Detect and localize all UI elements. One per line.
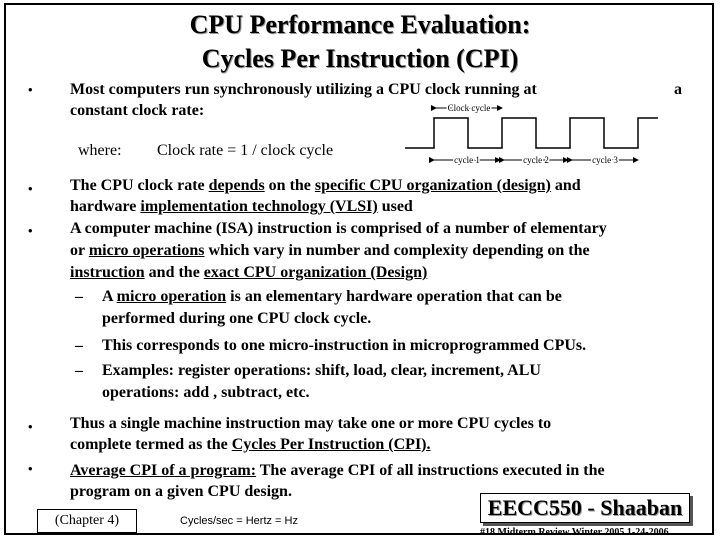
- bullet5-line1: Average CPI of a program: The average CPI of all instructions executed in the: [70, 462, 605, 479]
- bullet4-line1: Thus a single machine instruction may take one or more CPU cycles to: [70, 415, 552, 432]
- bullet4-line2: complete termed as the Cycles Per Instruction (CPI).: [70, 436, 431, 453]
- cycle3-label: cycle 3: [592, 155, 618, 165]
- bullet-dot: •: [28, 223, 33, 238]
- sub-bullet-dash: –: [75, 362, 83, 379]
- bullet-dot: •: [28, 419, 33, 434]
- clock-waveform: [405, 118, 658, 148]
- chapter-label: (Chapter 4): [37, 509, 137, 533]
- sub1-line2: performed during one CPU clock cycle.: [102, 310, 372, 327]
- sub1-line1: A micro operation is an elementary hardware operation that can be: [102, 288, 562, 305]
- where-label: where:: [78, 142, 122, 159]
- bullet2-line1: The CPU clock rate depends on the specific CPU organization (design) and: [70, 177, 581, 194]
- bullet1-line1-end: a: [674, 81, 682, 98]
- sub-bullet-dash: –: [75, 288, 83, 305]
- cycle1-label: cycle 1: [454, 155, 480, 165]
- bullet3-line2: or micro operations which vary in number and complexity depending on the: [70, 242, 590, 259]
- bullet-dot: •: [28, 461, 33, 476]
- bullet3-line1: A computer machine (ISA) instruction is comprised of a number of elementary: [70, 220, 607, 237]
- bullet1-line1: Most computers run synchronously utilizing a CPU clock running at: [70, 81, 537, 98]
- sub3-line1: Examples: register operations: shift, load, clear, increment, ALU: [102, 362, 541, 379]
- course-label: EECC550 - Shaaban: [480, 493, 690, 523]
- cycles-per-sec-note: Cycles/sec = Hertz = Hz: [180, 515, 298, 527]
- slide-footer: #18 Midterm Review Winter 2005 1-24-2006: [480, 527, 669, 538]
- sub3-line2: operations: add , subtract, etc.: [102, 384, 310, 401]
- bullet1-line2: constant clock rate:: [70, 102, 205, 119]
- sub-bullet-dash: –: [75, 337, 83, 354]
- clock-waveform-diagram: [400, 96, 680, 172]
- bullet5-line2: program on a given CPU design.: [70, 483, 292, 500]
- bullet3-line3: instruction and the exact CPU organization (Design): [70, 264, 428, 281]
- bullet-dot: •: [28, 181, 33, 196]
- bullet-dot: •: [28, 82, 33, 97]
- clock-cycle-label: Clock cycle: [447, 103, 491, 113]
- bullet2-line2: hardware implementation technology (VLSI) used: [70, 198, 413, 215]
- slide-title-line2: Cycles Per Instruction (CPI): [201, 44, 519, 73]
- sub2-line: This corresponds to one micro-instruction in microprogrammed CPUs.: [102, 337, 587, 354]
- clock-rate-equation: Clock rate = 1 / clock cycle: [157, 142, 334, 159]
- cycle2-label: cycle 2: [523, 155, 549, 165]
- slide-title-line1: CPU Performance Evaluation:: [189, 10, 531, 39]
